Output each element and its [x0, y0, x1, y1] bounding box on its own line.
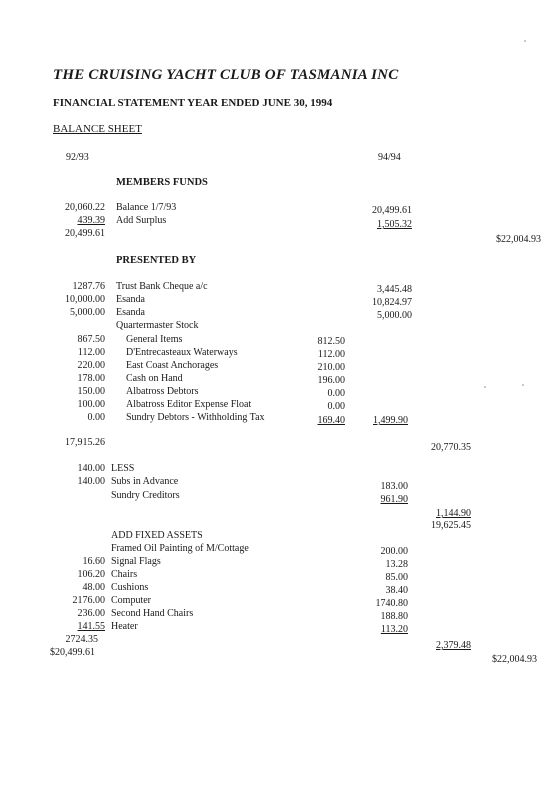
pb-curr-1: 3,445.48	[377, 284, 412, 295]
stock-label-5: Albatross Debtors	[126, 386, 199, 397]
stock-prev-4: 178.00	[77, 373, 105, 384]
pb-prev-2: 10,000.00	[65, 294, 105, 305]
mf-curr-2: 1,505.32	[377, 219, 412, 230]
stock-label-1: General Items	[126, 334, 183, 345]
stock-prev-2: 112.00	[77, 347, 105, 358]
pb-prev-3: 5,000.00	[70, 307, 105, 318]
fa-label-7: Heater	[111, 621, 138, 632]
fa-label-3: Chairs	[111, 569, 138, 580]
fa-prev-5: 2176.00	[72, 595, 105, 606]
members-funds-title: MEMBERS FUNDS	[116, 177, 208, 188]
fa-curr-5: 1740.80	[375, 598, 408, 609]
stock-label-3: East Coast Anchorages	[126, 360, 219, 371]
stock-prev-3: 220.00	[77, 360, 105, 371]
quartermaster-stock-label: Quartermaster Stock	[116, 320, 199, 331]
fa-label-2: Signal Flags	[111, 556, 161, 567]
presented-by-title: PRESENTED BY	[116, 255, 197, 266]
scan-speck	[522, 384, 524, 386]
less-prev-1: 140.00	[77, 463, 105, 474]
mf-label-1: Balance 1/7/93	[116, 202, 177, 213]
mf-prev-total: 20,499.61	[65, 228, 105, 239]
less-prev-2: 140.00	[77, 476, 105, 487]
pb-label-2: Esanda	[116, 294, 145, 305]
stock-prev-7: 0.00	[87, 412, 105, 423]
fa-curr-2: 13.28	[385, 559, 408, 570]
pb-label-3: Esanda	[116, 307, 145, 318]
stock-sub-1: 812.50	[317, 336, 345, 347]
mf-prev-2: 439.39	[77, 215, 105, 226]
pb-curr-2: 10,824.97	[372, 297, 412, 308]
mf-label-2: Add Surplus	[116, 215, 167, 226]
less-label-1: Subs in Advance	[111, 476, 179, 487]
less-label-2: Sundry Creditors	[111, 490, 180, 501]
fa-prev-grand-total: $20,499.61	[50, 647, 95, 658]
fa-curr-4: 38.40	[385, 585, 408, 596]
mf-prev-1: 20,060.22	[65, 202, 105, 213]
pb-prev-1: 1287.76	[72, 281, 105, 292]
statement-subtitle: FINANCIAL STATEMENT YEAR ENDED JUNE 30, 1994	[53, 97, 333, 109]
stock-sub-6: 0.00	[327, 401, 345, 412]
fa-curr-6: 188.80	[380, 611, 408, 622]
fa-prev-3: 106.20	[77, 569, 105, 580]
stock-sub-5: 0.00	[327, 388, 345, 399]
fa-curr-1: 200.00	[380, 546, 408, 557]
club-title: THE CRUISING YACHT CLUB OF TASMANIA INC	[53, 67, 399, 83]
fa-curr-7: 113.20	[380, 624, 408, 635]
mf-curr-total: $22,004.93	[496, 234, 541, 245]
less-curr-1: 183.00	[380, 481, 408, 492]
fixed-assets-title: ADD FIXED ASSETS	[111, 530, 203, 541]
stock-total: 1,499.90	[373, 415, 408, 426]
fa-prev-total: 2724.35	[65, 634, 98, 645]
scan-speck	[524, 40, 526, 42]
fa-label-1: Framed Oil Painting of M/Cottage	[111, 543, 249, 554]
stock-prev-6: 100.00	[77, 399, 105, 410]
stock-sub-4: 196.00	[317, 375, 345, 386]
stock-label-6: Albatross Editor Expense Float	[126, 399, 252, 410]
mf-curr-1: 20,499.61	[372, 205, 412, 216]
fa-prev-6: 236.00	[77, 608, 105, 619]
net-total: 19,625.45	[431, 520, 471, 531]
less-total: 1,144.90	[436, 508, 471, 519]
fa-label-4: Cushions	[111, 582, 149, 593]
stock-sub-7: 169.40	[317, 415, 345, 426]
stock-prev-5: 150.00	[77, 386, 105, 397]
stock-label-4: Cash on Hand	[126, 373, 183, 384]
stock-label-2: D'Entrecasteaux Waterways	[126, 347, 238, 358]
column-header-curr: 94/94	[378, 152, 401, 163]
pb-prev-total: 17,915.26	[65, 437, 105, 448]
fa-curr-total: 2,379.48	[436, 640, 471, 651]
fa-curr-3: 85.00	[385, 572, 408, 583]
stock-sub-2: 112.00	[317, 349, 345, 360]
pb-curr-3: 5,000.00	[377, 310, 412, 321]
pb-curr-total: 20,770.35	[431, 442, 471, 453]
fa-label-6: Second Hand Chairs	[111, 608, 194, 619]
fa-prev-7: 141.55	[77, 621, 105, 632]
balance-sheet-heading: BALANCE SHEET	[53, 123, 142, 135]
stock-sub-3: 210.00	[317, 362, 345, 373]
fa-label-5: Computer	[111, 595, 151, 606]
fa-prev-4: 48.00	[82, 582, 105, 593]
fa-prev-2: 16.60	[82, 556, 105, 567]
stock-label-7: Sundry Debtors - Withholding Tax	[126, 412, 265, 423]
pb-label-1: Trust Bank Cheque a/c	[116, 281, 208, 292]
column-header-prev: 92/93	[66, 152, 89, 163]
scan-speck	[484, 386, 486, 388]
less-curr-2: 961.90	[380, 494, 408, 505]
less-title: LESS	[111, 463, 135, 474]
stock-prev-1: 867.50	[77, 334, 105, 345]
fa-curr-grand-total: $22,004.93	[492, 654, 537, 665]
